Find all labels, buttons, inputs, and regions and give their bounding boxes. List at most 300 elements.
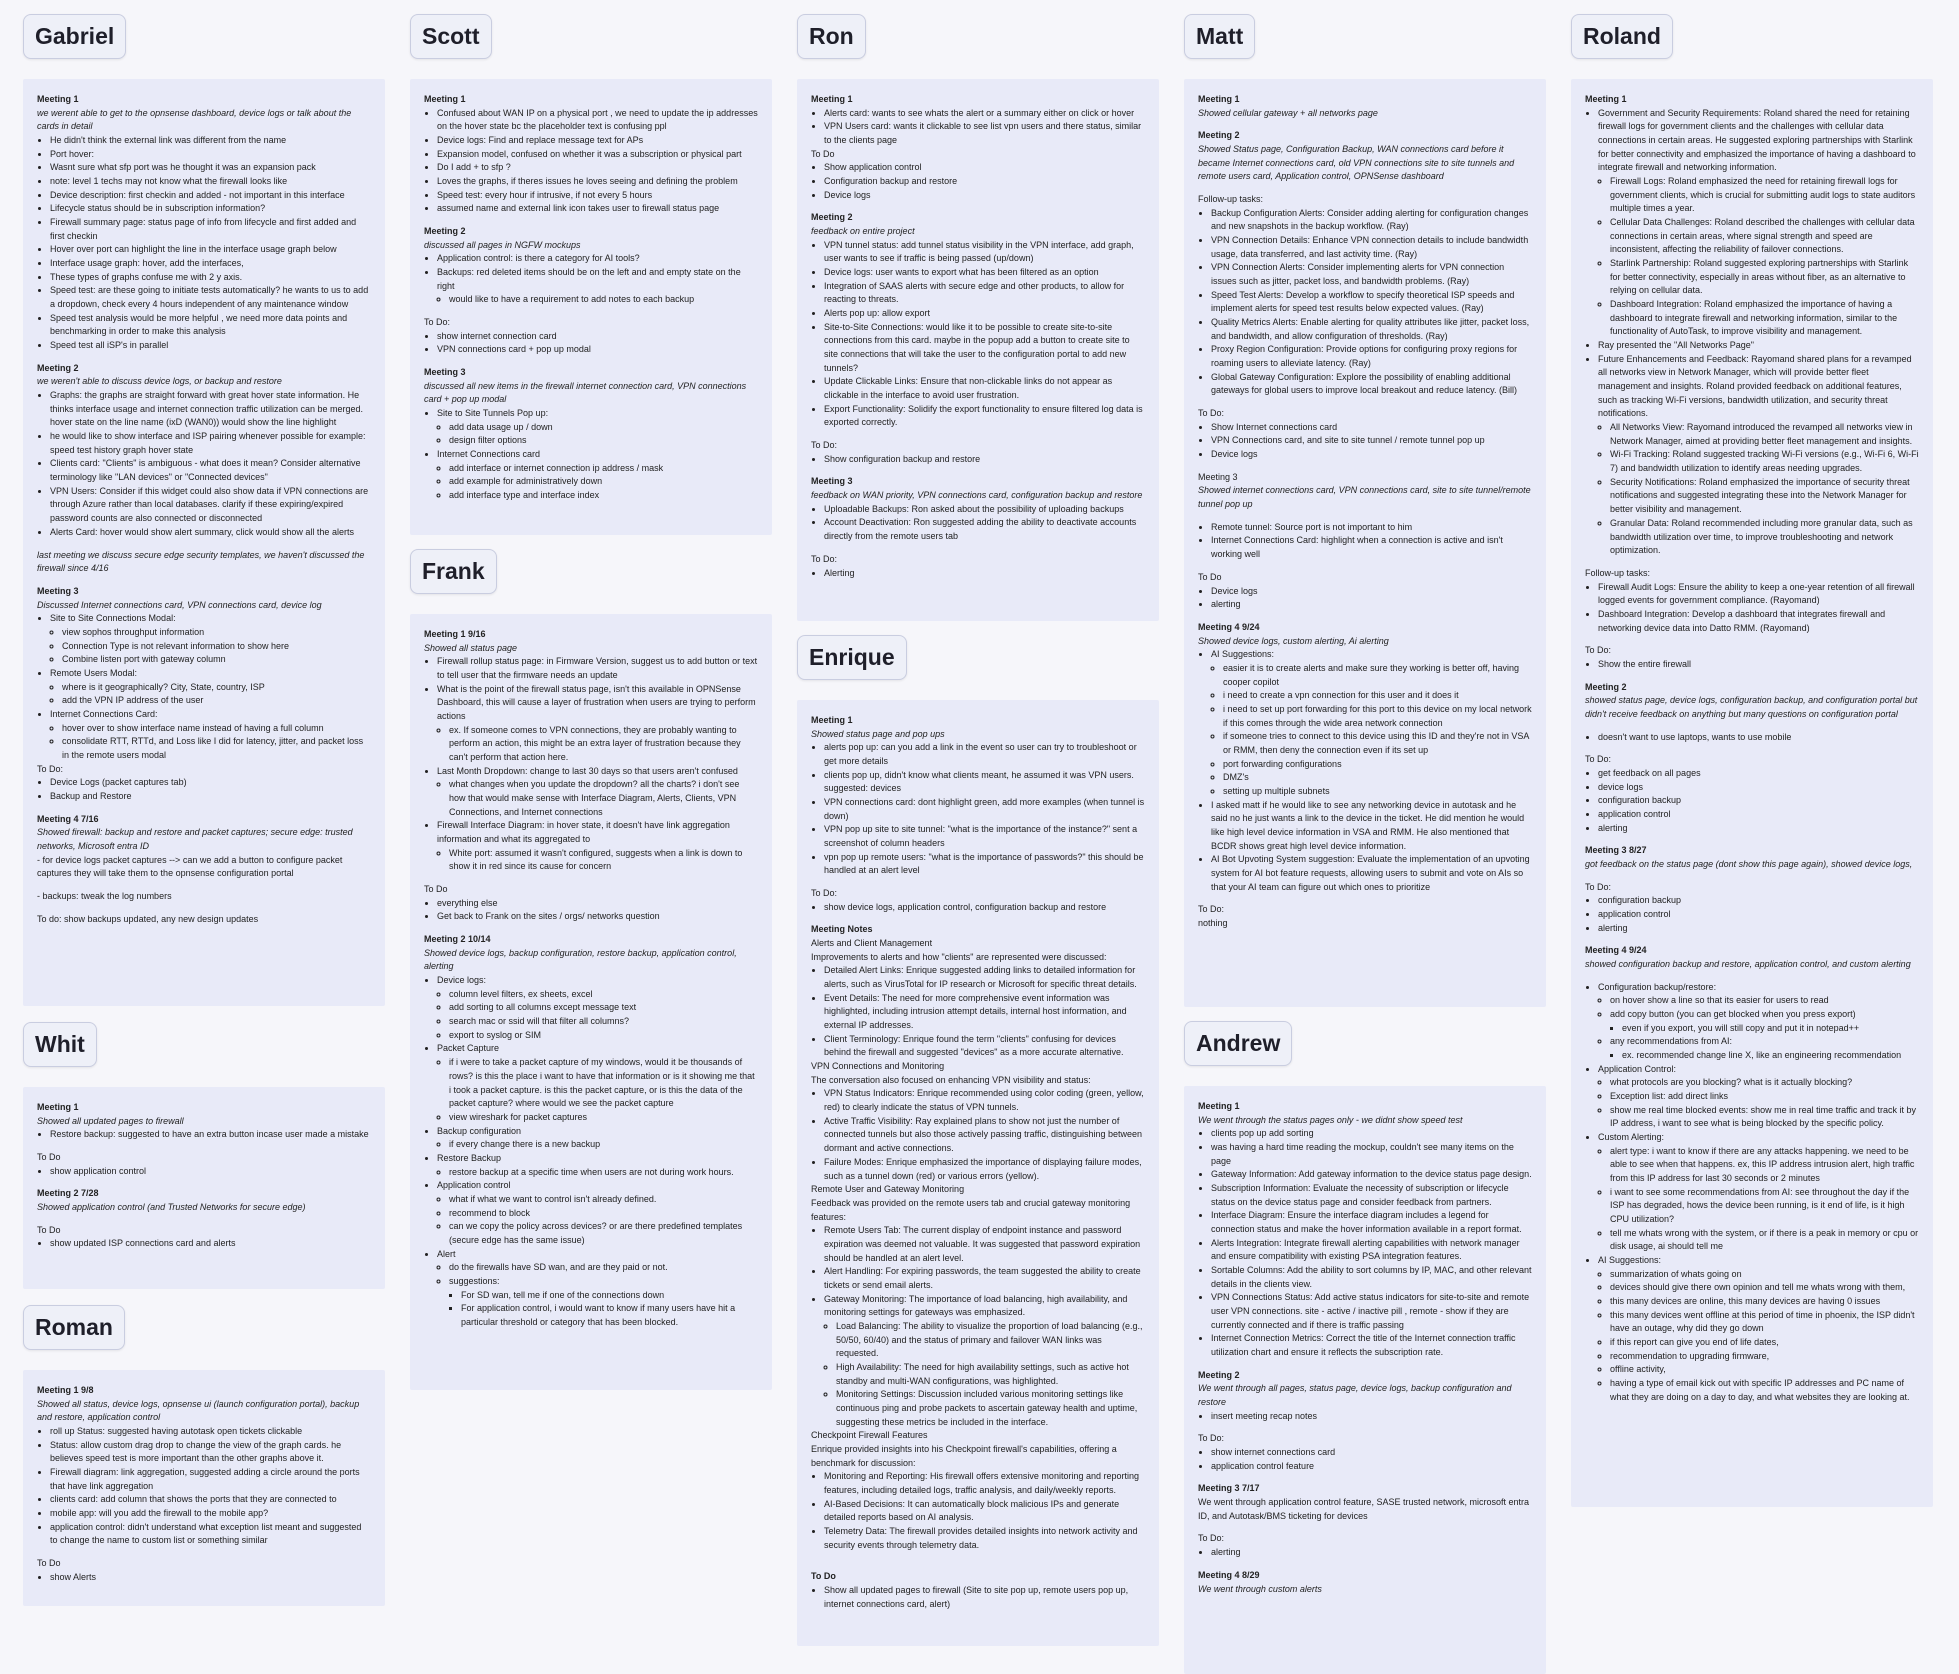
list-item: • insert meeting recap notes bbox=[1211, 1410, 1532, 1424]
list-item: ◦ show me real time blocked events: show me in real time traffic and track it by IP address, i want to see what is being blocked by the specific policy. bbox=[1610, 1104, 1919, 1131]
column-ron-enrique bbox=[797, 14, 1159, 1646]
list-item: ▪ even if you export, you will still copy and put it in notepad++ bbox=[1622, 1022, 1919, 1036]
list-item: ◦ having a type of email kick out with specific IP addresses and PC name of what they are doing on a day to day, and what websites they are looking at. bbox=[1610, 1377, 1919, 1404]
spacer bbox=[1198, 512, 1532, 521]
list-item: • Sortable Columns: Add the ability to sort columns by IP, MAC, and other relevant details in the clients view. bbox=[1211, 1264, 1532, 1291]
bullet-list bbox=[1198, 207, 1532, 398]
list-item-text: Configuration backup/restore: bbox=[1598, 981, 1717, 992]
list-item: ◦ Granular Data: Roland recommended including more granular data, such as bandwidth utilization over time, to improve troubleshooting and network optimization. bbox=[1610, 517, 1919, 558]
name-tag-roland[interactable]: Roland bbox=[1571, 14, 1673, 59]
note-text: nothing bbox=[1198, 917, 1228, 928]
list-item-text: Last Month Dropdown: change to last 30 days so that users aren't confused bbox=[437, 765, 738, 776]
list-item: • mobile app: will you add the firewall to the mobile app? bbox=[50, 1507, 371, 1521]
meeting-heading: Meeting 1 bbox=[37, 94, 79, 104]
list-item: • Configuration backup and restore bbox=[824, 175, 1145, 189]
list-item: • Do I add + to sfp ? bbox=[437, 161, 758, 175]
list-item: ◦ if every change there is a new backup bbox=[449, 1138, 758, 1152]
name-tag-roman[interactable]: Roman bbox=[23, 1305, 125, 1350]
meeting-summary: last meeting we discuss secure edge security templates, we haven't discussed the firewall since 4/16 bbox=[37, 549, 365, 574]
list-item: • Interface Diagram: Ensure the interface diagram includes a legend for connection status and make the hover information available in a report format. bbox=[1211, 1209, 1532, 1236]
list-item: • application control: didn't understand what exception list meant and suggested to change the name to custom list or something similar bbox=[50, 1521, 371, 1548]
list-item bbox=[1598, 1131, 1919, 1254]
bullet-list bbox=[1610, 1022, 1919, 1036]
name-tag-whit[interactable]: Whit bbox=[23, 1022, 97, 1067]
list-item-text: Site to Site Tunnels Pop up: bbox=[437, 408, 549, 419]
spacer bbox=[811, 544, 1145, 553]
spacer bbox=[1198, 1523, 1532, 1532]
notes-card-roland[interactable] bbox=[1571, 79, 1933, 1507]
list-item-text: Future Enhancements and Feedback: Rayomand shared plans for a revamped all networks view in Network Manager, which will provide better fleet management and insights. Roland provided feedback on additional features, such as tracking Wi-Fi versions, bandwidth utilization, and security threat notifications. bbox=[1598, 353, 1912, 419]
list-item: • Site-to-Site Connections: would like it to be possible to create site-to-site connections from this card. maybe in the popup add a button to create site to site connections that will take the user to the configuration portal to add new tunnels? bbox=[824, 321, 1145, 376]
bullet-list bbox=[811, 1224, 1145, 1429]
bullet-list bbox=[37, 1165, 371, 1179]
spacer bbox=[1585, 558, 1919, 567]
notes-card-frank[interactable] bbox=[410, 614, 772, 1390]
list-item bbox=[437, 1179, 758, 1247]
spacer bbox=[424, 874, 758, 883]
spacer bbox=[1585, 744, 1919, 753]
bullet-list bbox=[437, 1166, 758, 1180]
bullet-list bbox=[1198, 648, 1532, 894]
bullet-list bbox=[37, 1571, 371, 1585]
list-item bbox=[1598, 353, 1919, 558]
list-item: • Alert Handling: For expiring passwords, the team suggested the ability to create tickets or send email alerts. bbox=[824, 1265, 1145, 1292]
list-item: • Expansion model, confused on whether it was a subscription or physical part bbox=[437, 148, 758, 162]
note-text: To Do: bbox=[1585, 754, 1612, 765]
note-text: Follow-up tasks: bbox=[1585, 567, 1651, 578]
list-item: • Global Gateway Configuration: Explore the possibility of enabling additional gateways for global users to improve local breakout and reduce latency. (Bill) bbox=[1211, 371, 1532, 398]
list-item: ◦ add the VPN IP address of the user bbox=[62, 694, 371, 708]
list-item: • assumed name and external link icon takes user to firewall status page bbox=[437, 202, 758, 216]
meeting-summary: Showed internet connections card, VPN connections card, site to site tunnel/remote tunnel pop up bbox=[1198, 485, 1531, 510]
list-item: • configuration backup bbox=[1598, 894, 1919, 908]
list-item-text: Restore Backup bbox=[437, 1152, 502, 1163]
list-item: • Device Logs (packet captures tab) bbox=[50, 776, 371, 790]
notes-card-enrique[interactable] bbox=[797, 700, 1159, 1646]
list-item: • Detailed Alert Links: Enrique suggested adding links to detailed information for alerts, such as VirusTotal for IP research or Microsoft for specific threat details. bbox=[824, 964, 1145, 991]
note-text: To Do: bbox=[1198, 904, 1225, 915]
spacer bbox=[811, 430, 1145, 439]
notes-card-andrew[interactable] bbox=[1184, 1086, 1546, 1674]
list-item-text: any recommendations from AI: bbox=[1610, 1036, 1733, 1047]
note-text: To Do: bbox=[1198, 1533, 1225, 1544]
list-item: • Remote tunnel: Source port is not important to him bbox=[1211, 521, 1532, 535]
list-item: • Active Traffic Visibility: Ray explained plans to show not just the number of connected tunnels but also those actively passing traffic, distinguishing between dormant and active connections. bbox=[824, 1115, 1145, 1156]
meeting-summary: Showed all updated pages to firewall bbox=[37, 1115, 184, 1126]
list-item: ◦ design filter options bbox=[449, 434, 758, 448]
bullet-list bbox=[437, 1261, 758, 1329]
list-item: • vpn pop up remote users: "what is the importance of passwords?" this should be handled at an alert level bbox=[824, 851, 1145, 878]
list-item: • Firewall rollup status page: in Firmware Version, suggest us to add button or text to tell user that the firmware needs an update bbox=[437, 655, 758, 682]
list-item bbox=[824, 1293, 1145, 1430]
list-item bbox=[437, 1042, 758, 1124]
name-tag-frank[interactable]: Frank bbox=[410, 549, 497, 594]
list-item: • Show configuration backup and restore bbox=[824, 453, 1145, 467]
list-item: • These types of graphs confuse me with 2 y axis. bbox=[50, 271, 371, 285]
list-item: • Client Terminology: Enrique found the term "clients" confusing for devices behind the firewall and suggested "devices" as a more accurate alternative. bbox=[824, 1033, 1145, 1060]
meeting-summary: showed status page, device logs, configuration backup, and configuration portal but didn't receive feedback on anything but many questions on configuration portal bbox=[1585, 695, 1918, 719]
list-item: ◦ Exception list: add direct links bbox=[1610, 1090, 1919, 1104]
list-item bbox=[1598, 1254, 1919, 1404]
name-tag-matt[interactable]: Matt bbox=[1184, 14, 1255, 59]
note-text: VPN Connections and Monitoring bbox=[811, 1061, 945, 1072]
bullet-list bbox=[811, 741, 1145, 878]
list-item: ◦ this many devices are online, this many devices are having 0 issues bbox=[1610, 1295, 1919, 1309]
list-item: ◦ Monitoring Settings: Discussion included various monitoring settings like continuous ping and probe packets to ascertain gateway health and uptime, suggesting these metrics be included in the interface. bbox=[836, 1388, 1145, 1429]
note-text: The conversation also focused on enhancing VPN visibility and status: bbox=[811, 1074, 1091, 1085]
list-item: ◦ tell me whats wrong with the system, or if there is a peak in memory or cpu or disk usage, ai should tell me bbox=[1610, 1227, 1919, 1254]
list-item: • Speed Test Alerts: Develop a workflow to specify theoretical ISP speeds and implement alerts for speed test results below expected values. (Ray) bbox=[1211, 289, 1532, 316]
note-text: To Do: bbox=[811, 553, 838, 564]
list-item: • VPN Users card: wants it clickable to see list vpn users and there status, similar to the clients page bbox=[824, 120, 1145, 147]
meeting-summary: Showed status page and pop ups bbox=[811, 728, 945, 739]
list-item: ◦ export to syslog or SIM bbox=[449, 1029, 758, 1043]
list-item: ◦ on hover show a line so that its easier for users to read bbox=[1610, 994, 1919, 1008]
note-text: Improvements to alerts and how "clients" are represented were discussed: bbox=[811, 951, 1107, 962]
list-item: ◦ would like to have a requirement to add notes to each backup bbox=[449, 293, 758, 307]
spacer bbox=[811, 1552, 1145, 1561]
list-item: • note: level 1 techs may not know what the firewall looks like bbox=[50, 175, 371, 189]
list-item: ◦ add example for administratively down bbox=[449, 475, 758, 489]
notes-card-roman[interactable] bbox=[23, 1370, 385, 1606]
bullet-list bbox=[437, 1138, 758, 1152]
bullet-list bbox=[1198, 1546, 1532, 1560]
list-item: ◦ add interface type and interface index bbox=[449, 489, 758, 503]
list-item-text: Alert bbox=[437, 1248, 456, 1259]
bullet-list bbox=[1198, 1446, 1532, 1473]
list-item-text: Site to Site Connections Modal: bbox=[50, 613, 176, 624]
list-item bbox=[1610, 1008, 1919, 1035]
list-item: ◦ what if what we want to control isn't already defined. bbox=[449, 1193, 758, 1207]
notes-card-ron[interactable] bbox=[797, 79, 1159, 621]
note-text: - backups: tweak the log numbers bbox=[37, 890, 172, 901]
bullet-list bbox=[1598, 1145, 1919, 1254]
meeting-heading: Meeting 1 9/8 bbox=[37, 1385, 94, 1395]
spacer bbox=[1585, 872, 1919, 881]
list-item: • VPN Connection Details: Enhance VPN connection details to include bandwidth usage, data transferred, and last activity time. (Ray) bbox=[1211, 234, 1532, 261]
list-item bbox=[437, 1125, 758, 1152]
list-item bbox=[50, 612, 371, 667]
bullet-list bbox=[37, 776, 371, 803]
list-item: • Internet Connections Card: highlight when a connection is active and isn't working well bbox=[1211, 534, 1532, 561]
bullet-list bbox=[1598, 1076, 1919, 1131]
meeting-summary: Showed application control (and Trusted Networks for secure edge) bbox=[37, 1202, 306, 1213]
note-text: Alerts and Client Management bbox=[811, 938, 933, 949]
list-item: • application control bbox=[1598, 808, 1919, 822]
bullet-list bbox=[437, 988, 758, 1043]
list-item bbox=[437, 1152, 758, 1179]
list-item-text: Gateway Monitoring: The importance of load balancing, high availability, and monitoring settings for gateways was emphasized. bbox=[824, 1293, 1128, 1318]
spacer bbox=[1198, 398, 1532, 407]
list-item: • application control feature bbox=[1211, 1460, 1532, 1474]
meeting-heading: Meeting 3 7/17 bbox=[1198, 1483, 1260, 1494]
bullet-list bbox=[437, 724, 758, 765]
notes-card-whit[interactable] bbox=[23, 1087, 385, 1289]
meeting-heading: Meeting 1 bbox=[1198, 1101, 1240, 1111]
spacer bbox=[1198, 1423, 1532, 1432]
list-item: ▪ For SD wan, tell me if one of the connections down bbox=[461, 1289, 758, 1303]
list-item: • Show Internet connections card bbox=[1211, 421, 1532, 435]
list-item: ◦ i need to set up port forwarding for this port to this device on my local network if this comes through the wide area network connection bbox=[1223, 703, 1532, 730]
note-text: To Do: bbox=[1198, 1433, 1225, 1444]
bullet-list bbox=[1598, 175, 1919, 339]
list-item: • Speed test: every hour if intrusive, if not every 5 hours bbox=[437, 189, 758, 203]
list-item: • Alerts Card: hover would show alert summary, click would show all the alerts bbox=[50, 526, 371, 540]
note-text: To Do: bbox=[1198, 408, 1225, 419]
note-text: To Do bbox=[37, 1152, 61, 1163]
list-item-text: Device logs: bbox=[437, 975, 487, 986]
name-tag-andrew[interactable]: Andrew bbox=[1184, 1021, 1292, 1066]
list-item: • show application control bbox=[50, 1165, 371, 1179]
list-item: • I asked matt if he would like to see any networking device in autotask and he said no he just wants a link to the device in the ticket. He did mention he would like high level device information in VSA and RMM. He also mentioned that BCDR shows great high level device information. bbox=[1211, 799, 1532, 854]
list-item: • Quality Metrics Alerts: Enable alerting for quality attributes like jitter, packet loss, and bandwidth, and allow configuration of thresholds. (Ray) bbox=[1211, 316, 1532, 343]
list-item: ◦ search mac or ssid will that filter all columns? bbox=[449, 1015, 758, 1029]
list-item: • Clients card: "Clients" is ambiguous - what does it mean? Consider alternative terminology like "LAN devices" or "Connected devices" bbox=[50, 457, 371, 484]
meeting-summary: We went through custom alerts bbox=[1198, 1583, 1322, 1594]
note-text: To Do: bbox=[811, 888, 838, 899]
bullet-list bbox=[437, 293, 758, 307]
list-item: • He didn't think the external link was different from the name bbox=[50, 134, 371, 148]
list-item: • Backup Configuration Alerts: Consider adding alerting for configuration changes and new snapshots in the backup workflow. (Ray) bbox=[1211, 207, 1532, 234]
bullet-list bbox=[1585, 107, 1919, 558]
spacer bbox=[1585, 635, 1919, 644]
spacer bbox=[37, 1142, 371, 1151]
name-tag-enrique[interactable]: Enrique bbox=[797, 635, 907, 680]
note-text: Checkpoint Firewall Features bbox=[811, 1430, 928, 1441]
list-item: ◦ column level filters, ex sheets, excel bbox=[449, 988, 758, 1002]
list-item: • alerting bbox=[1211, 598, 1532, 612]
bullet-list bbox=[50, 626, 371, 667]
bullet-list bbox=[1585, 981, 1919, 1405]
list-item: • Restore backup: suggested to have an extra button incase user made a mistake bbox=[50, 1128, 371, 1142]
list-item: • everything else bbox=[437, 897, 758, 911]
list-item: • Status: allow custom drag drop to change the view of the graph cards. he believes speed test is more important than the other graphs above it. bbox=[50, 1439, 371, 1466]
list-item: • Speed test all iSP's in parallel bbox=[50, 339, 371, 353]
list-item bbox=[437, 448, 758, 503]
list-item: ◦ Combine listen port with gateway column bbox=[62, 653, 371, 667]
note-text: To Do bbox=[1198, 571, 1222, 582]
list-item: • Speed test analysis would be more helpful , we need more data points and benchmarking in order to make this analysis bbox=[50, 312, 371, 339]
list-item: • Firewall summary page: status page of info from lifecycle and first added and first checkin bbox=[50, 216, 371, 243]
list-item: • show internet connections card bbox=[1211, 1446, 1532, 1460]
list-item bbox=[437, 683, 758, 765]
note-text: To Do: bbox=[811, 440, 838, 451]
note-text: To Do: bbox=[1585, 645, 1612, 656]
list-item: • Ray presented the "All Networks Page" bbox=[1598, 339, 1919, 353]
column-scott-frank bbox=[410, 14, 772, 1390]
list-item: ◦ All Networks View: Rayomand introduced the revamped all networks view in Network Manager, aimed at providing better fleet management and insights. bbox=[1610, 421, 1919, 448]
list-item: • Show application control bbox=[824, 161, 1145, 175]
list-item: • Dashboard Integration: Develop a dashboard that integrates firewall and networking device data into Datto RMM. (Rayomand) bbox=[1598, 608, 1919, 635]
list-item: • Alerts card: wants to see whats the alert or a summary either on click or hover bbox=[824, 107, 1145, 121]
list-item: • AI Bot Upvoting System suggestion: Evaluate the implementation of an upvoting system for AI bot feature requests, allowing users to submit and vote on AIs so that your AI team can figure out which ones to prioritize bbox=[1211, 853, 1532, 894]
list-item: • Integration of SAAS alerts with secure edge and other products, to allow for reacting to threats. bbox=[824, 280, 1145, 307]
bullet-list bbox=[811, 1584, 1145, 1611]
list-item: • roll up Status: suggested having autotask open tickets clickable bbox=[50, 1425, 371, 1439]
list-item-text: Packet Capture bbox=[437, 1043, 500, 1054]
list-item: ◦ if someone tries to connect to this device using this ID and they're not in VSA or RMM, then deny the connection even if its set up bbox=[1223, 730, 1532, 757]
list-item: • he would like to show interface and ISP pairing whenever possible for example: speed test history graph hover state bbox=[50, 430, 371, 457]
bullet-list bbox=[424, 897, 758, 924]
spacer bbox=[1198, 562, 1532, 571]
list-item: ◦ summarization of whats going on bbox=[1610, 1268, 1919, 1282]
bullet-list bbox=[1585, 767, 1919, 835]
meeting-summary: Showed all status, device logs, opnsense ui (launch configuration portal), backup and restore, application control bbox=[37, 1398, 360, 1423]
list-item: ◦ add data usage up / down bbox=[449, 421, 758, 435]
list-item: ◦ add sorting to all columns except message text bbox=[449, 1001, 758, 1015]
meeting-heading: Meeting 1 bbox=[424, 94, 466, 104]
list-item: ◦ devices should give there own opinion and tell me whats wrong with them, bbox=[1610, 1281, 1919, 1295]
list-item-text: Backup configuration bbox=[437, 1125, 522, 1136]
list-item: • doesn't want to use laptops, wants to use mobile bbox=[1598, 731, 1919, 745]
list-item: • VPN Connections card, and site to site tunnel / remote tunnel pop up bbox=[1211, 434, 1532, 448]
list-item: ◦ DMZ's bbox=[1223, 771, 1532, 785]
meeting-heading: Meeting 2 7/28 bbox=[37, 1188, 99, 1199]
list-item: • VPN Connections Status: Add active status indicators for site-to-site and remote user VPN connections. site - active / inactive pill , remote - show if they are currently connected and if there is traffic passing bbox=[1211, 1291, 1532, 1332]
list-item: ◦ recommendation to upgrading firmware, bbox=[1610, 1350, 1919, 1364]
list-item-text: Internet Connections Card: bbox=[50, 708, 158, 719]
note-text: To Do bbox=[424, 884, 448, 895]
meeting-summary: We went through the status pages only - we didnt show speed test bbox=[1198, 1114, 1463, 1125]
list-item: ◦ consolidate RTT, RTTd, and Loss like I did for latency, jitter, and packet loss in the remote users modal bbox=[62, 735, 371, 762]
note-text: To Do: bbox=[1585, 881, 1612, 892]
list-item: ◦ Dashboard Integration: Roland emphasized the importance of having a dashboard to integrate firewall and networking information, similar to the functionality of AutoTask, to improve visibility and management. bbox=[1610, 298, 1919, 339]
bullet-list bbox=[811, 964, 1145, 1060]
list-item: • Alerts pop up: allow export bbox=[824, 307, 1145, 321]
list-item: • Account Deactivation: Ron suggested adding the ability to deactivate accounts directly from the remote users tab bbox=[824, 516, 1145, 543]
list-item-text: Custom Alerting: bbox=[1598, 1132, 1665, 1143]
list-item: • clients pop up, didn't know what clients meant, he assumed it was VPN users. suggested: devices bbox=[824, 769, 1145, 796]
bullet-list bbox=[37, 1425, 371, 1548]
spacer bbox=[1198, 462, 1532, 471]
bullet-list bbox=[37, 612, 371, 762]
list-item: • Speed test: are these going to initiate tests automatically? he wants to us to add a dropdown, check every 4 hours independent of any maintenance window bbox=[50, 284, 371, 311]
list-item: • configuration backup bbox=[1598, 794, 1919, 808]
list-item: • Gateway Information: Add gateway information to the device status page design. bbox=[1211, 1168, 1532, 1182]
list-item: • Interface usage graph: hover, add the interfaces, bbox=[50, 257, 371, 271]
spacer bbox=[37, 1548, 371, 1557]
list-item-text: Application Control: bbox=[1598, 1063, 1677, 1074]
list-item: ◦ restore backup at a specific time when users are not during work hours. bbox=[449, 1166, 758, 1180]
list-item: • VPN connections card: dont highlight green, add more examples (when tunnel is down) bbox=[824, 796, 1145, 823]
list-item bbox=[1598, 107, 1919, 339]
list-item: • Alerts Integration: Integrate firewall alerting capabilities with network manager and ensure compatibility with existing PSA integration features. bbox=[1211, 1237, 1532, 1264]
list-item-text: suggestions: bbox=[449, 1275, 500, 1286]
name-tag-ron[interactable]: Ron bbox=[797, 14, 866, 59]
list-item: • Device logs: Find and replace message text for APs bbox=[437, 134, 758, 148]
note-text: To Do: bbox=[37, 763, 64, 774]
meeting-heading: Meeting 1 bbox=[37, 1102, 79, 1112]
list-item: • Backup and Restore bbox=[50, 790, 371, 804]
list-item: • Port hover: bbox=[50, 148, 371, 162]
list-item bbox=[1211, 648, 1532, 798]
spacer bbox=[1198, 184, 1532, 193]
note-text: To Do bbox=[811, 148, 835, 159]
notes-card-scott[interactable] bbox=[410, 79, 772, 535]
spacer bbox=[424, 307, 758, 316]
notes-card-matt[interactable] bbox=[1184, 79, 1546, 1007]
list-item: • Failure Modes: Enrique emphasized the importance of displaying failure modes, such as a tunnel down (red) or various errors (yellow). bbox=[824, 1156, 1145, 1183]
list-item: • Event Details: The need for more comprehensive event information was highlighted, including intrusion attempt details, internal host information, and external IP addresses. bbox=[824, 992, 1145, 1033]
note-text: To Do: bbox=[424, 317, 451, 328]
list-item: • Device logs bbox=[824, 189, 1145, 203]
list-item: ◦ offline activity, bbox=[1610, 1363, 1919, 1377]
list-item: ◦ view wireshark for packet captures bbox=[449, 1111, 758, 1125]
bullet-list bbox=[449, 1289, 758, 1330]
meeting-summary: Showed Status page, Configuration Backup, WAN connections card before it became Internet connections card, old VPN connections site to site tunnels and remote users card, Application control, OPNSense dashboard bbox=[1198, 144, 1515, 182]
meeting-heading: Meeting 2 bbox=[37, 362, 79, 373]
list-item-text: AI Suggestions: bbox=[1598, 1255, 1662, 1266]
meeting-heading: Meeting 2 bbox=[424, 226, 466, 237]
meeting-summary: Showed device logs, backup configuration, restore backup, application control, alerting bbox=[424, 947, 737, 972]
meeting-heading: Meeting 4 9/24 bbox=[1198, 621, 1260, 632]
list-item: ◦ what changes when you update the dropdown? all the charts? i don't see how that would make sense with Interface Diagram, Alerts, Clients, VPN Connections, and Internet connections bbox=[449, 778, 758, 819]
bullet-list bbox=[424, 252, 758, 307]
spacer bbox=[1585, 722, 1919, 731]
list-item: ◦ easier it is to create alerts and make sure they working is better off, having cooper copilot bbox=[1223, 662, 1532, 689]
bullet-list bbox=[1198, 1127, 1532, 1359]
list-item bbox=[1610, 1035, 1919, 1062]
meeting-heading: Meeting 1 bbox=[811, 94, 853, 104]
list-item: • Loves the graphs, if theres issues he loves seeing and defining the problem bbox=[437, 175, 758, 189]
list-item-text: What is the point of the firewall status page, isn't this available in OPNSense Dashboard, this will cause a layer of frustration when users are trying to perform actions bbox=[437, 683, 756, 722]
list-item: ◦ i need to create a vpn connection for this user and it does it bbox=[1223, 689, 1532, 703]
list-item: ◦ this many devices went offline at this period of time in phoenix, the ISP didn't have an outage, why did they go down bbox=[1610, 1309, 1919, 1336]
meeting-summary: we weren't able to discuss device logs, or backup and restore bbox=[37, 376, 282, 387]
list-item: • alerting bbox=[1598, 922, 1919, 936]
list-item: • Wasnt sure what sfp port was he thought it was an expansion pack bbox=[50, 161, 371, 175]
list-item: • Device logs bbox=[1211, 448, 1532, 462]
bullet-list bbox=[1585, 581, 1919, 636]
column-matt-andrew bbox=[1184, 14, 1546, 1674]
bullet-list bbox=[824, 1320, 1145, 1429]
list-item: • Show all updated pages to firewall (Site to site pop up, remote users pop up, internet connections card, alert) bbox=[824, 1584, 1145, 1611]
spacer bbox=[1585, 972, 1919, 981]
meeting-summary: Showed all status page bbox=[424, 642, 518, 653]
list-item: • Subscription Information: Evaluate the necessity of subscription or lifecycle status on the device status page and consider feedback from partners. bbox=[1211, 1182, 1532, 1209]
bullet-list bbox=[811, 567, 1145, 581]
list-item bbox=[50, 667, 371, 708]
bullet-list bbox=[437, 421, 758, 448]
list-item: • clients pop up add sorting bbox=[1211, 1127, 1532, 1141]
meeting-heading: To Do bbox=[811, 1571, 836, 1582]
list-item bbox=[437, 266, 758, 307]
list-item bbox=[437, 1248, 758, 1330]
spacer bbox=[37, 540, 371, 549]
bullet-list bbox=[37, 1128, 371, 1142]
name-tag-gabriel[interactable]: Gabriel bbox=[23, 14, 126, 59]
meeting-heading: Meeting 4 7/16 bbox=[37, 813, 99, 824]
note-text: Feedback was provided on the remote users tab and crucial gateway monitoring features: bbox=[811, 1197, 1131, 1222]
meeting-heading: Meeting 1 bbox=[1585, 94, 1627, 104]
meeting-heading: Meeting Notes bbox=[811, 924, 873, 935]
meeting-summary: discussed all pages in NGFW mockups bbox=[424, 239, 581, 250]
list-item-text: Remote Users Modal: bbox=[50, 667, 138, 678]
notes-card-gabriel[interactable] bbox=[23, 79, 385, 1006]
list-item: ◦ do the firewalls have SD wan, and are they paid or not. bbox=[449, 1261, 758, 1275]
list-item: ◦ Starlink Partnership: Roland suggested exploring partnerships with Starlink for better connectivity, especially in areas without fiber, as an alternative to relying on cellular data. bbox=[1610, 257, 1919, 298]
name-tag-scott[interactable]: Scott bbox=[410, 14, 492, 59]
bullet-list bbox=[437, 462, 758, 503]
bullet-list bbox=[811, 1470, 1145, 1552]
list-item: ◦ hover over to show interface name instead of having a full column bbox=[62, 722, 371, 736]
list-item: • application control bbox=[1598, 908, 1919, 922]
list-item: • show Alerts bbox=[50, 1571, 371, 1585]
list-item: • AI-Based Decisions: It can automatically block malicious IPs and generate detailed reports based on AI analysis. bbox=[824, 1498, 1145, 1525]
list-item: ▪ For application control, i would want to know if many users have hit a particular threshold or category that has been blocked. bbox=[461, 1302, 758, 1329]
list-item: ◦ recommend to block bbox=[449, 1207, 758, 1221]
list-item-text: Application control bbox=[437, 1180, 511, 1191]
